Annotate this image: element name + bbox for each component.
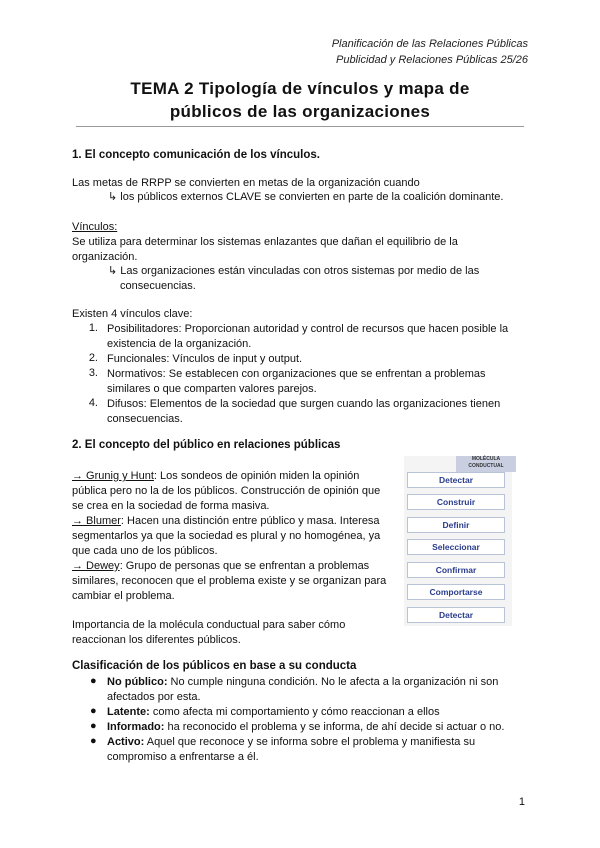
bullet-icon: ● bbox=[90, 705, 97, 717]
list-item: Difusos: Elementos de la sociedad que surgen cuando las organizaciones tienen bbox=[107, 398, 501, 410]
list-item: existencia de la organización. bbox=[107, 338, 252, 350]
bullet-item: Latente: como afecta mi comportamiento y cómo reaccionan a ellos bbox=[107, 706, 440, 718]
grunig-text: pública pero no la de los públicos. Construcción de opinión que bbox=[72, 485, 381, 497]
header-degree: Publicidad y Relaciones Públicas 25/26 bbox=[335, 54, 528, 66]
blumer-label: → Blumer bbox=[72, 515, 121, 527]
grunig-paragraph: → Grunig y Hunt: Los sondeos de opinión miden la opinión bbox=[72, 470, 360, 482]
list-item: Funcionales: Vínculos de input y output. bbox=[107, 353, 303, 365]
section2-heading: 2. El concepto del público en relaciones públicas bbox=[72, 439, 341, 451]
importancia-text: Importancia de la molécula conductual para saber cómo bbox=[72, 619, 346, 631]
metas-subpoint: ↳ los públicos externos CLAVE se convierten en parte de la coalición dominante. bbox=[108, 191, 504, 203]
section1-heading: 1. El concepto comunicación de los vínculos. bbox=[72, 149, 320, 161]
vinculos-subpoint: ↳ Las organizaciones están vinculadas con otros sistemas por medio de las bbox=[108, 265, 480, 277]
bullet-item: afectados por esta. bbox=[107, 691, 201, 703]
title-divider bbox=[76, 126, 524, 127]
molecula-step: Detectar bbox=[407, 607, 505, 623]
list-item: consecuencias. bbox=[107, 413, 183, 425]
list-item: similares o que comparten valores parejos. bbox=[107, 383, 317, 395]
bullet-icon: ● bbox=[90, 735, 97, 747]
molecula-step: Confirmar bbox=[407, 562, 505, 578]
bullet-item: Activo: Aquel que reconoce y se informa sobre el problema y manifiesta su bbox=[107, 736, 476, 748]
clasificacion-heading: Clasificación de los públicos en base a su conducta bbox=[72, 660, 357, 672]
vinculos-label: Vínculos: bbox=[72, 221, 118, 233]
molecula-header: MOLÉCULA CONDUCTUAL bbox=[456, 456, 516, 472]
existen-text: Existen 4 vínculos clave: bbox=[72, 308, 193, 320]
importancia-text: reaccionan los diferentes públicos. bbox=[72, 634, 241, 646]
list-item: Posibilitadores: Proporcionan autoridad y control de recursos que hacen posible la bbox=[107, 323, 509, 335]
vinculos-text: Se utiliza para determinar los sistemas enlazantes que dañan el equilibrio de la bbox=[72, 236, 458, 248]
header-course: Planificación de las Relaciones Públicas bbox=[331, 38, 528, 50]
vinculos-subpoint: consecuencias. bbox=[120, 280, 196, 292]
dewey-paragraph: → Dewey: Grupo de personas que se enfrentan a problemas bbox=[72, 560, 370, 572]
dewey-text: cambiar el problema. bbox=[72, 590, 175, 602]
molecula-step: Seleccionar bbox=[407, 539, 505, 555]
molecula-step: Comportarse bbox=[407, 584, 505, 600]
page-title-line2: públicos de las organizaciones bbox=[169, 102, 431, 121]
list-number: 2. bbox=[88, 352, 98, 364]
blumer-text: segmentarlos ya que la sociedad es plural y no homogénea, ya bbox=[72, 530, 381, 542]
bullet-item: compromiso a enfrentarse a él. bbox=[107, 751, 259, 763]
list-number: 3. bbox=[88, 367, 98, 379]
metas-text: Las metas de RRPP se convierten en metas de la organización cuando bbox=[72, 177, 420, 189]
molecula-step: Definir bbox=[407, 517, 505, 533]
grunig-label: → Grunig y Hunt bbox=[72, 470, 154, 482]
dewey-text: similares, reconocen que el problema existe y se organizan para bbox=[72, 575, 387, 587]
dewey-label: → Dewey bbox=[72, 560, 120, 572]
blumer-text: que cada uno de los públicos. bbox=[72, 545, 218, 557]
blumer-paragraph: → Blumer: Hacen una distinción entre público y masa. Interesa bbox=[72, 515, 380, 527]
bullet-icon: ● bbox=[90, 675, 97, 687]
list-item: Normativos: Se establecen con organizaciones que se enfrentan a problemas bbox=[107, 368, 486, 380]
bullet-item: Informado: ha reconocido el problema y se informa, de ahí decide si actuar o no. bbox=[107, 721, 505, 733]
grunig-text: se crea en la sociedad de forma masiva. bbox=[72, 500, 270, 512]
molecula-step: Detectar bbox=[407, 472, 505, 488]
molecula-step: Construir bbox=[407, 494, 505, 510]
page-number: 1 bbox=[518, 796, 525, 808]
page-title-line1: TEMA 2 Tipología de vínculos y mapa de bbox=[130, 79, 470, 98]
molecula-conductual-figure bbox=[404, 456, 512, 626]
list-number: 1. bbox=[88, 322, 98, 334]
list-number: 4. bbox=[88, 397, 98, 409]
bullet-item: No público: No cumple ninguna condición. No le afecta a la organización ni son bbox=[107, 676, 499, 688]
vinculos-text: organización. bbox=[72, 251, 138, 263]
bullet-icon: ● bbox=[90, 720, 97, 732]
